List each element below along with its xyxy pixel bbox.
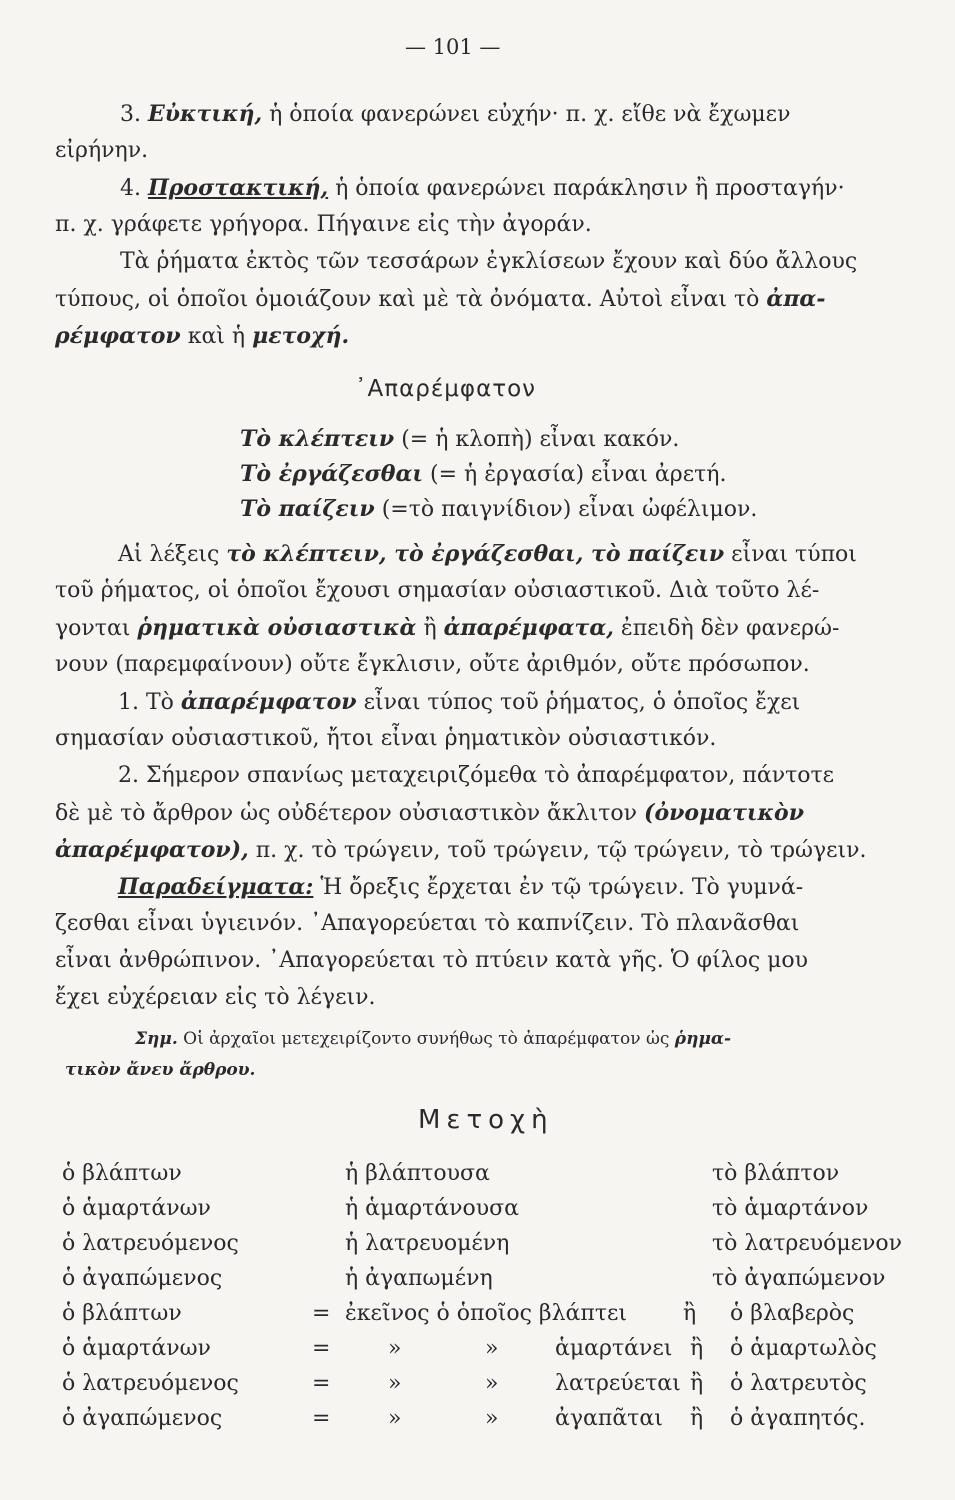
- page-number: — 101 —: [405, 35, 501, 59]
- table-cell: ὁ ἁμαρτωλὸς: [730, 1336, 877, 1361]
- table-cell: ὁ ἀγαπώμενος: [62, 1266, 223, 1291]
- text-line: ρέμφατον καὶ ἡ μετοχή.: [55, 323, 350, 349]
- table-cell: ἡ βλάπτουσα: [345, 1161, 490, 1186]
- text-line: εἰρήνην.: [55, 138, 149, 163]
- example-line: Τὸ παίζειν (=τὸ παιγνίδιον) εἶναι ὠφέλιμον.: [240, 496, 758, 522]
- term: ἀπα-: [766, 286, 826, 312]
- text-line: τύπους, οἱ ὁποῖοι ὁμοιάζουν καὶ μὲ τὰ ὀνόματα. Αὐτοὶ εἶναι τὸ ἀπα-: [55, 286, 826, 312]
- text-line: ζεσθαι εἶναι ὑγιεινόν. ᾿Απαγορεύεται τὸ καπνίζειν. Τὸ πλανᾶσθαι: [55, 911, 800, 936]
- table-cell: ἢ: [690, 1406, 704, 1431]
- text-line: Αἱ λέξεις τὸ κλέπτειν, τὸ ἐργάζεσθαι, τὸ παίζειν εἶναι τύποι: [118, 541, 857, 567]
- table-cell: =: [312, 1371, 331, 1396]
- text-line: εἶναι ἀνθρώπινον. ᾿Απαγορεύεται τὸ πτύειν κατὰ γῆς. Ὁ φίλος μου: [55, 948, 809, 973]
- table-cell: ὁ ἀγαπητός.: [730, 1406, 866, 1431]
- text-line: ἔχει εὐχέρειαν εἰς τὸ λέγειν.: [55, 985, 376, 1010]
- table-cell: »: [485, 1406, 499, 1431]
- table-cell: =: [312, 1336, 331, 1361]
- table-cell: =: [312, 1406, 331, 1431]
- text-line: δὲ μὲ τὸ ἄρθρον ὡς οὐδέτερον οὐσιαστικὸν ἄκλιτον (ὀνοματικὸν: [55, 800, 804, 826]
- table-cell: =: [312, 1301, 331, 1326]
- table-cell: ὁ λατρευτὸς: [730, 1371, 867, 1396]
- table-cell: ἡ ἁμαρτάνουσα: [345, 1196, 520, 1221]
- table-cell: τὸ βλάπτον: [712, 1161, 840, 1186]
- table-cell: ἐκεῖνος ὁ ὁποῖος βλάπτει: [345, 1301, 628, 1326]
- note-line: τικὸν ἄνευ ἄρθρου.: [65, 1060, 256, 1080]
- table-cell: ὁ ἁμαρτάνων: [62, 1336, 211, 1361]
- table-cell: »: [388, 1336, 402, 1361]
- text-line: π. χ. γράφετε γρήγορα. Πήγαινε εἰς τὴν ἀγοράν.: [55, 212, 592, 237]
- table-cell: ὁ βλαβερὸς: [730, 1301, 855, 1326]
- table-cell: ἡ λατρευομένη: [345, 1231, 510, 1256]
- term: Προστακτική,: [148, 175, 329, 201]
- text-line: ἀπαρέμφατον), π. χ. τὸ τρώγειν, τοῦ τρώγειν, τῷ τρώγειν, τὸ τρώγειν.: [55, 837, 867, 863]
- text-line: νουν (παρεμφαίνουν) οὔτε ἔγκλισιν, οὔτε ἀριθμόν, οὔτε πρόσωπον.: [55, 652, 810, 677]
- table-cell: ἢ: [690, 1371, 704, 1396]
- table-cell: ἁμαρτάνει: [555, 1336, 673, 1361]
- table-cell: ἢ: [690, 1336, 704, 1361]
- table-cell: λατρεύεται: [555, 1371, 681, 1396]
- table-cell: τὸ λατρευόμενον: [712, 1231, 903, 1256]
- table-cell: ὁ λατρευόμενος: [62, 1231, 239, 1256]
- table-cell: ἀγαπᾶται: [555, 1406, 663, 1431]
- example-line: Τὸ κλέπτειν (= ἡ κλοπὴ) εἶναι κακόν.: [240, 426, 680, 452]
- table-cell: »: [388, 1371, 402, 1396]
- table-cell: »: [485, 1371, 499, 1396]
- table-cell: »: [485, 1336, 499, 1361]
- table-cell: τὸ ἁμαρτάνον: [712, 1196, 869, 1221]
- term: Εὐκτική,: [148, 101, 263, 127]
- text-line: τοῦ ῥήματος, οἱ ὁποῖοι ἔχουσι σημασίαν οὐσιαστικοῦ. Διὰ τοῦτο λέ-: [55, 578, 820, 603]
- table-cell: ὁ ἀγαπώμενος: [62, 1406, 223, 1431]
- text-line: σημασίαν οὐσιαστικοῦ, ἤτοι εἶναι ῥηματικὸν οὐσιαστικόν.: [55, 726, 717, 751]
- table-cell: ὁ βλάπτων: [62, 1301, 182, 1326]
- text-line: 1. Τὸ ἀπαρέμφατον εἶναι τύπος τοῦ ῥήματος, ὁ ὁποῖος ἔχει: [118, 689, 801, 715]
- table-cell: ὁ ἁμαρτάνων: [62, 1196, 211, 1221]
- text-line: 3. Εὐκτική, ἡ ὁποία φανερώνει εὐχήν· π. χ. εἴθε νὰ ἔχωμεν: [120, 101, 791, 127]
- table-cell: ἡ ἀγαπωμένη: [345, 1266, 493, 1291]
- note-line: Σημ. Οἱ ἀρχαῖοι μετεχειρίζοντο συνήθως τὸ ἀπαρέμφατον ὡς ῥημα-: [135, 1029, 732, 1049]
- section-heading-infinitive: ᾿Απαρέμφατον: [355, 376, 537, 402]
- table-cell: ὁ λατρευόμενος: [62, 1371, 239, 1396]
- text-line: 4. Προστακτική, ἡ ὁποία φανερώνει παράκλησιν ἢ προσταγήν·: [120, 175, 845, 201]
- term: μετοχή.: [252, 323, 350, 349]
- table-cell: ἢ: [683, 1301, 697, 1326]
- text-line: γονται ῥηματικὰ οὐσιαστικὰ ἢ ἀπαρέμφατα, ἐπειδὴ δὲν φανερώ-: [55, 615, 840, 641]
- text-line: 2. Σήμερον σπανίως μεταχειριζόμεθα τὸ ἀπαρέμφατον, πάντοτε: [118, 763, 835, 788]
- example-line: Τὸ ἐργάζεσθαι (= ἡ ἐργασία) εἶναι ἀρετή.: [240, 461, 727, 487]
- table-cell: ὁ βλάπτων: [62, 1161, 182, 1186]
- term: ρέμφατον: [55, 323, 181, 349]
- section-heading-participle: Μετοχὴ: [418, 1105, 554, 1135]
- text-line: Παραδείγματα: Ἡ ὄρεξις ἔρχεται ἐν τῷ τρώγειν. Τὸ γυμνά-: [118, 874, 804, 900]
- table-cell: »: [388, 1406, 402, 1431]
- text-line: Τὰ ῥήματα ἐκτὸς τῶν τεσσάρων ἐγκλίσεων ἔχουν καὶ δύο ἄλλους: [120, 249, 858, 274]
- table-cell: τὸ ἀγαπώμενον: [712, 1266, 886, 1291]
